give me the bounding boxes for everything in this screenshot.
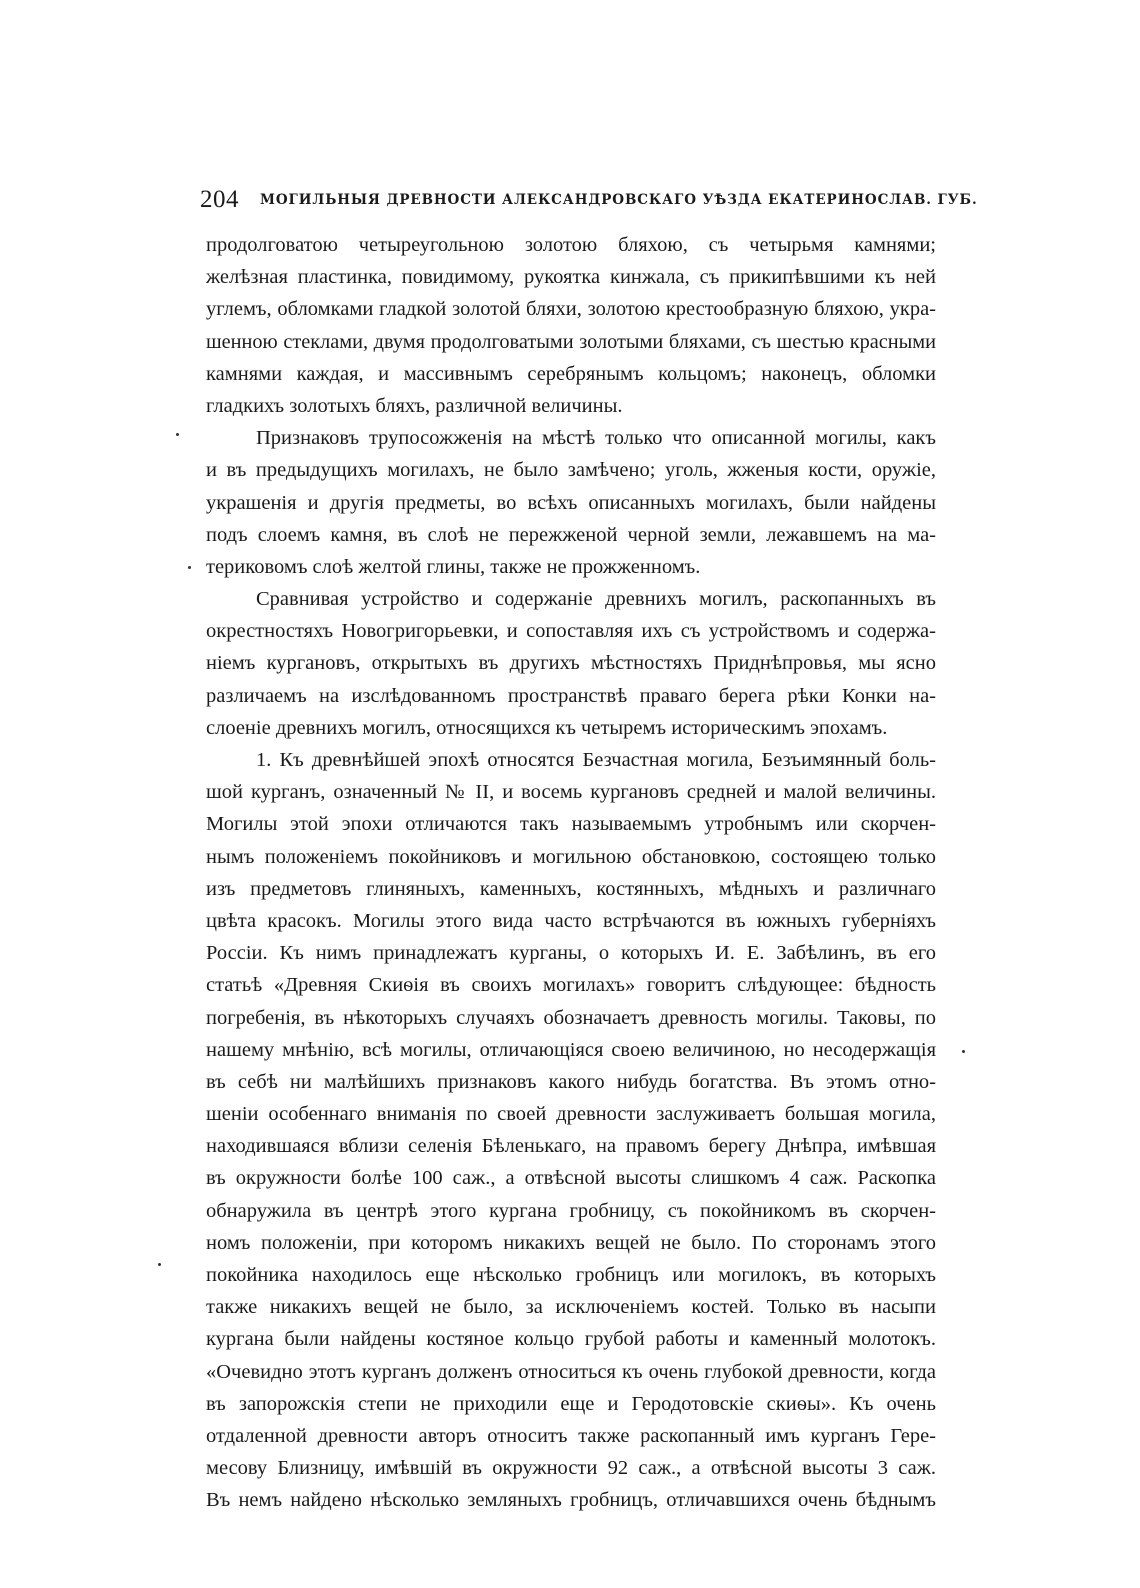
text-line: нашему мнѣнію, всѣ могилы, отличающіяся своею величиною, но несодержащія <box>206 1038 936 1061</box>
text-line: окрестностяхъ Новогригорьевки, и сопоставляя ихъ съ устройствомъ и содержа- <box>206 620 936 643</box>
text-line: погребенія, въ нѣкоторыхъ случаяхъ обозначаетъ древность могилы. Таковы, по <box>206 1006 936 1029</box>
text-line: ніемъ кургановъ, открытыхъ въ другихъ мѣстностяхъ Приднѣпровья, мы ясно <box>206 652 936 675</box>
text-line: желѣзная пластинка, повидимому, рукоятка кинжала, съ прикипѣвшими къ ней <box>206 266 936 289</box>
text-line: гладкихъ золотыхъ бляхъ, различной величины. <box>206 394 623 417</box>
text-line: шенною стеклами, двумя продолговатыми золотыми бляхами, съ шестью красными <box>206 330 936 353</box>
text-line: шой курганъ, означенный № II, и восемь кургановъ средней и малой величины. <box>206 781 936 804</box>
text-line: цвѣта красокъ. Могилы этого вида часто встрѣчаются въ южныхъ губерніяхъ <box>206 909 936 932</box>
text-line: въ запорожскія степи не приходили еще и Геродотовскіе скиѳы». Къ очень <box>206 1392 936 1415</box>
text-line: покойника находилось еще нѣсколько гробницъ или могилокъ, въ которыхъ <box>206 1264 936 1286</box>
page-header <box>200 183 978 217</box>
text-line: Признаковъ трупосожженія на мѣстѣ только что описанной могилы, какъ <box>256 427 936 450</box>
text-line: Могилы этой эпохи отличаются такъ называемымъ утробнымъ или скорчен- <box>206 813 936 836</box>
text-line: различаемъ на изслѣдованномъ пространствѣ праваго берега рѣки Конки на- <box>206 684 936 707</box>
text-line: украшенія и другія предметы, во всѣхъ описанныхъ могилахъ, были найдены <box>206 491 936 514</box>
text-line: продолговатою четыреугольною золотою бляхою, съ четырьмя камнями; <box>206 234 936 256</box>
text-line: кургана были найдены костяное кольцо грубой работы и каменный молотокъ. <box>206 1328 936 1351</box>
text-line: «Очевидно этотъ курганъ долженъ относиться къ очень глубокой древности, когда <box>206 1360 936 1383</box>
text-line: и въ предыдущихъ могилахъ, не было замѣчено; уголь, жженыя кости, оружіе, <box>206 459 936 482</box>
scan-speck <box>158 1263 161 1266</box>
text-line: териковомъ слоѣ желтой глины, также не прожженномъ. <box>206 555 701 578</box>
text-line: углемъ, обломками гладкой золотой бляхи, золотою крестообразную бляхою, укра- <box>206 298 936 321</box>
running-title: МОГИЛЬНЫЯ ДРЕВНОСТИ АЛЕКСАНДРОВСКАГО УѢЗДА ЕКАТЕРИНОСЛАВ. ГУБ. <box>260 192 978 208</box>
text-line: камнями каждая, и массивнымъ серебрянымъ кольцомъ; наконецъ, обломки <box>206 362 936 385</box>
body-text <box>206 229 936 1517</box>
text-line: шеніи особеннаго вниманія по своей древности заслуживаетъ большая могила, <box>206 1103 936 1126</box>
text-line: номъ положеніи, при которомъ никакихъ вещей не было. По сторонамъ этого <box>206 1231 936 1254</box>
text-line: въ себѣ ни малѣйшихъ признаковъ какого нибудь богатства. Въ этомъ отно- <box>206 1070 936 1093</box>
text-line: также никакихъ вещей не было, за исключеніемъ костей. Только въ насыпи <box>206 1296 936 1319</box>
text-line: подъ слоемъ камня, въ слоѣ не пережженой черной земли, лежавшемъ на ма- <box>206 523 936 546</box>
text-line: месову Близницу, имѣвшій въ окружности 92 саж., а отвѣсной высоты 3 саж. <box>206 1457 936 1480</box>
text-line: 1. Къ древнѣйшей эпохѣ относятся Безчастная могила, Безъимянный боль- <box>256 749 936 771</box>
scan-speck <box>176 433 179 436</box>
text-line: въ окружности болѣе 100 саж., а отвѣсной высоты слишкомъ 4 саж. Раскопка <box>206 1167 936 1190</box>
text-line: Сравнивая устройство и содержаніе древнихъ могилъ, раскопанныхъ въ <box>256 588 936 611</box>
text-line: отдаленной древности авторъ относитъ также раскопанный имъ курганъ Гере- <box>206 1424 936 1447</box>
text-line: находившаяся вблизи селенія Бѣленькаго, на правомъ берегу Днѣпра, имѣвшая <box>206 1135 936 1158</box>
text-line: Въ немъ найдено нѣсколько земляныхъ гробницъ, отличавшихся очень бѣднымъ <box>206 1489 936 1512</box>
text-line: статьѣ «Древняя Скиѳія въ своихъ могилахъ» говоритъ слѣдующее: бѣдность <box>206 974 936 997</box>
scan-speck <box>962 1050 965 1053</box>
text-line: слоеніе древнихъ могилъ, относящихся къ четыремъ историческимъ эпохамъ. <box>206 716 888 739</box>
text-line: обнаружила въ центрѣ этого кургана гробницу, съ покойникомъ въ скорчен- <box>206 1199 936 1222</box>
page-number: 204 <box>200 186 239 213</box>
text-line: изъ предметовъ глиняныхъ, каменныхъ, костянныхъ, мѣдныхъ и различнаго <box>206 877 936 900</box>
text-line: Россіи. Къ нимъ принадлежатъ курганы, о которыхъ И. Е. Забѣлинъ, въ его <box>206 942 936 965</box>
scan-speck <box>188 566 191 569</box>
text-line: нымъ положеніемъ покойниковъ и могильною обстановкою, состоящею только <box>206 845 936 868</box>
